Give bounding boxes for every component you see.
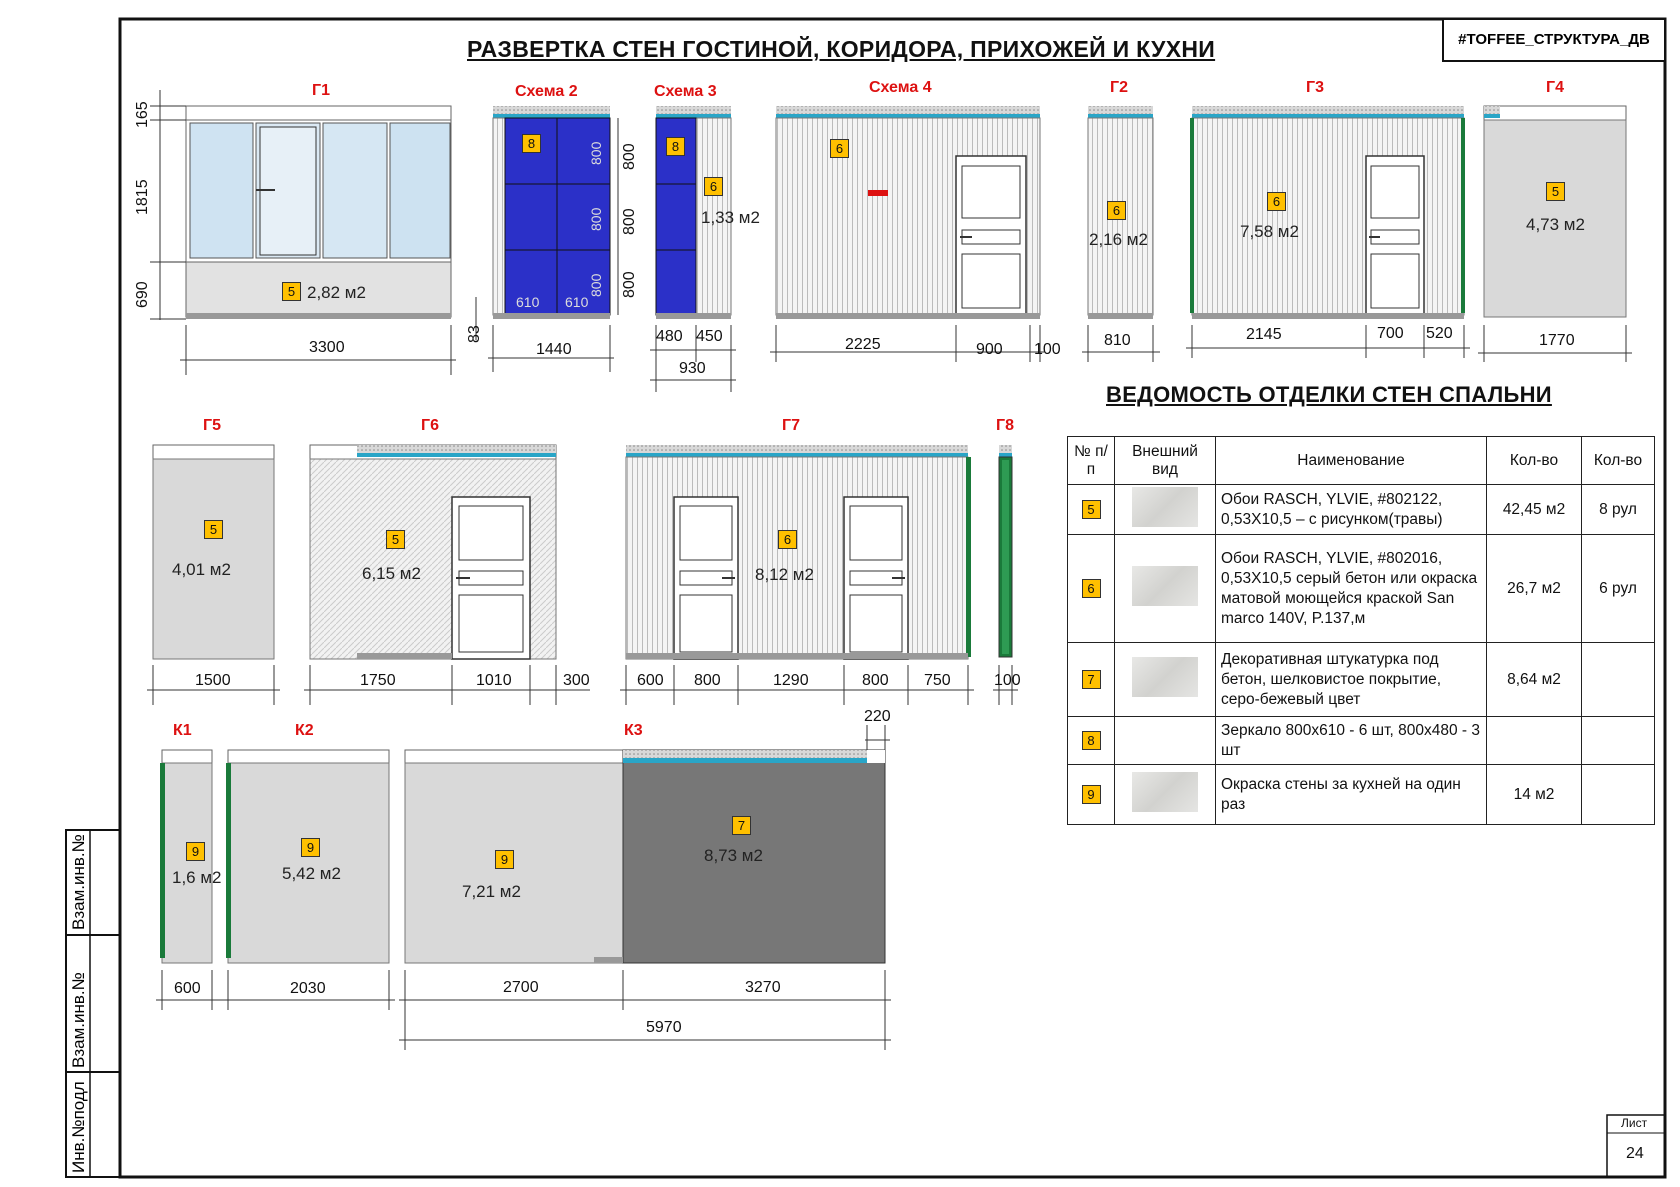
stamp-label-3: Инв.№подл <box>69 1081 88 1173</box>
qty-value <box>1487 717 1582 765</box>
material-tag: 8 <box>522 134 541 153</box>
swatch-image <box>1132 657 1198 697</box>
area-label: 6,15 м2 <box>362 564 421 583</box>
area-label: 8,12 м2 <box>755 565 814 584</box>
dim-g7-w2: 800 <box>694 672 721 689</box>
qty2-value: 6 рул <box>1582 535 1655 643</box>
dim-s3-w1: 480 <box>656 328 683 345</box>
material-tag: 8 <box>666 137 685 156</box>
table-row <box>1068 765 1655 825</box>
material-name: Обои RASCH, YLVIE, #802016, 0,53Х10,5 серый бетон или окраска матовой моющейся краской San marco 140V, P.137,м <box>1216 535 1487 643</box>
area-label: 4,01 м2 <box>172 560 231 579</box>
dim-g4-w: 1770 <box>1539 332 1575 349</box>
dim-g6-w1: 1750 <box>360 672 396 689</box>
dim-g1-w: 3300 <box>309 339 345 356</box>
dim-g6-w3: 300 <box>563 672 590 689</box>
material-name: Зеркало 800х610 - 6 шт, 800х480 - 3 шт <box>1216 717 1487 765</box>
table-row <box>1068 643 1655 717</box>
material-tag: 8 <box>1082 731 1101 750</box>
stamp-label-2: Взам.инв.№ <box>69 972 88 1068</box>
dim-g1-h3: 690 <box>134 281 151 308</box>
dim-mirror: 800 <box>588 273 604 297</box>
stamp-label-1: Взам.инв.№ <box>69 834 88 930</box>
material-name: Обои RASCH, YLVIE, #802122, 0,53Х10,5 – с рисунком(травы) <box>1216 485 1487 535</box>
wall-label-k2: К2 <box>295 722 314 739</box>
col-header-name: Наименование <box>1216 437 1487 485</box>
dim-mirror-w2: 610 <box>565 294 589 310</box>
material-tag: 6 <box>704 177 723 196</box>
sheet-label: Лист <box>1621 1116 1648 1130</box>
material-tag: 5 <box>204 520 223 539</box>
col-header-qty: Кол-во <box>1487 437 1582 485</box>
dim-g7-w1: 600 <box>637 672 664 689</box>
dim-s4-w2: 900 <box>976 341 1003 358</box>
material-tag: 9 <box>495 850 514 869</box>
dim-g5-w: 1500 <box>195 672 231 689</box>
project-code: #TOFFEE_СТРУКТУРА_ДВ <box>1442 18 1666 62</box>
material-name: Окраска стены за кухней на один раз <box>1216 765 1487 825</box>
wall-label-g8: Г8 <box>996 417 1014 434</box>
wall-label-g5: Г5 <box>203 417 221 434</box>
qty-value: 26,7 м2 <box>1487 535 1582 643</box>
dim-k3-w2: 3270 <box>745 979 781 996</box>
material-tag: 6 <box>1267 192 1286 211</box>
material-tag: 6 <box>830 139 849 158</box>
material-tag: 5 <box>1546 182 1565 201</box>
col-header-qty2: Кол-во <box>1582 437 1655 485</box>
dim-g3-w3: 520 <box>1426 325 1453 342</box>
material-tag: 5 <box>386 530 405 549</box>
qty2-value: 8 рул <box>1582 485 1655 535</box>
wall-label-scheme4: Схема 4 <box>869 79 932 96</box>
dim-g1-h2: 1815 <box>134 179 151 215</box>
material-tag: 7 <box>1082 670 1101 689</box>
swatch-image <box>1132 566 1198 606</box>
dim-s4-w3: 100 <box>1034 341 1061 358</box>
wall-label-g1: Г1 <box>312 82 330 99</box>
dim-g1-h1: 165 <box>134 101 151 128</box>
dim-k3-w1: 2700 <box>503 979 539 996</box>
material-tag: 6 <box>778 530 797 549</box>
col-header-number: № п/п <box>1068 437 1115 485</box>
wall-label-scheme3: Схема 3 <box>654 83 717 100</box>
dim-s3-w: 930 <box>679 360 706 377</box>
wall-label-g6: Г6 <box>421 417 439 434</box>
wall-label-g2: Г2 <box>1110 79 1128 96</box>
material-tag: 6 <box>1082 579 1101 598</box>
finishing-table <box>1067 436 1655 825</box>
qty-value: 8,64 м2 <box>1487 643 1582 717</box>
qty-value: 42,45 м2 <box>1487 485 1582 535</box>
area-label: 2,82 м2 <box>307 283 366 302</box>
sheet-number: 24 <box>1626 1145 1644 1162</box>
qty2-value <box>1582 643 1655 717</box>
dim-mirror: 800 <box>588 207 604 231</box>
dim-g6-w2: 1010 <box>476 672 512 689</box>
dim-k1-w: 600 <box>174 980 201 997</box>
wall-scheme4 <box>776 106 1040 319</box>
material-tag: 9 <box>301 838 320 857</box>
wall-g7 <box>626 445 971 659</box>
dim-mirror: 800 <box>588 141 604 165</box>
wall-g3 <box>1190 106 1465 319</box>
area-label: 2,16 м2 <box>1089 230 1148 249</box>
wall-label-g4: Г4 <box>1546 79 1564 96</box>
swatch-image <box>1132 487 1198 527</box>
dim-g3-w2: 700 <box>1377 325 1404 342</box>
dim-k3-top: 220 <box>864 708 891 725</box>
dim-g3-w1: 2145 <box>1246 326 1282 343</box>
wall-label-g3: Г3 <box>1306 79 1324 96</box>
dim-mirror-w1: 610 <box>516 294 540 310</box>
area-label: 4,73 м2 <box>1526 215 1585 234</box>
area-label: 1,33 м2 <box>701 208 760 227</box>
qty-value: 14 м2 <box>1487 765 1582 825</box>
dim-s2-off: 83 <box>466 325 483 343</box>
dim-g7-w3: 1290 <box>773 672 809 689</box>
qty2-value <box>1582 765 1655 825</box>
wall-g8 <box>999 445 1012 657</box>
dim-s3-v2: 800 <box>621 208 638 235</box>
table-row <box>1068 535 1655 643</box>
dim-s3-w2: 450 <box>696 328 723 345</box>
qty2-value <box>1582 717 1655 765</box>
area-label: 8,73 м2 <box>704 846 763 865</box>
dim-g2-w: 810 <box>1104 332 1131 349</box>
table-row <box>1068 717 1655 765</box>
material-tag: 9 <box>1082 785 1101 804</box>
material-tag: 7 <box>732 816 751 835</box>
table-row <box>1068 485 1655 535</box>
dim-g8-w: 100 <box>994 672 1021 689</box>
dim-s3-v1: 800 <box>621 143 638 170</box>
material-tag: 5 <box>282 282 301 301</box>
wall-label-scheme2: Схема 2 <box>515 83 578 100</box>
wall-label-k3: К3 <box>624 722 643 739</box>
material-tag: 9 <box>186 842 205 861</box>
wall-g5 <box>153 445 274 659</box>
material-name: Декоративная штукатурка под бетон, шелковистое покрытие, серо-бежевый цвет <box>1216 643 1487 717</box>
area-label: 1,6 м2 <box>172 868 222 887</box>
wall-g4 <box>1484 106 1626 317</box>
wall-k3 <box>405 750 885 963</box>
wall-g6 <box>310 445 556 659</box>
dim-s2-w: 1440 <box>536 341 572 358</box>
swatch-image <box>1132 772 1198 812</box>
wall-label-g7: Г7 <box>782 417 800 434</box>
dim-k3-w: 5970 <box>646 1019 682 1036</box>
table-title: ВЕДОМОСТЬ ОТДЕЛКИ СТЕН СПАЛЬНИ <box>1106 382 1552 407</box>
dim-g7-w4: 800 <box>862 672 889 689</box>
col-header-appearance: Внешний вид <box>1115 437 1216 485</box>
dim-s3-v3: 800 <box>621 271 638 298</box>
page-title: РАЗВЕРТКА СТЕН ГОСТИНОЙ, КОРИДОРА, ПРИХОЖЕЙ И КУХНИ <box>467 36 1216 62</box>
area-label: 7,58 м2 <box>1240 222 1299 241</box>
material-tag: 6 <box>1107 201 1126 220</box>
dim-k2-w: 2030 <box>290 980 326 997</box>
dim-s4-w1: 2225 <box>845 336 881 353</box>
wall-label-k1: К1 <box>173 722 192 739</box>
area-label: 7,21 м2 <box>462 882 521 901</box>
material-tag: 5 <box>1082 500 1101 519</box>
area-label: 5,42 м2 <box>282 864 341 883</box>
dim-g7-w5: 750 <box>924 672 951 689</box>
